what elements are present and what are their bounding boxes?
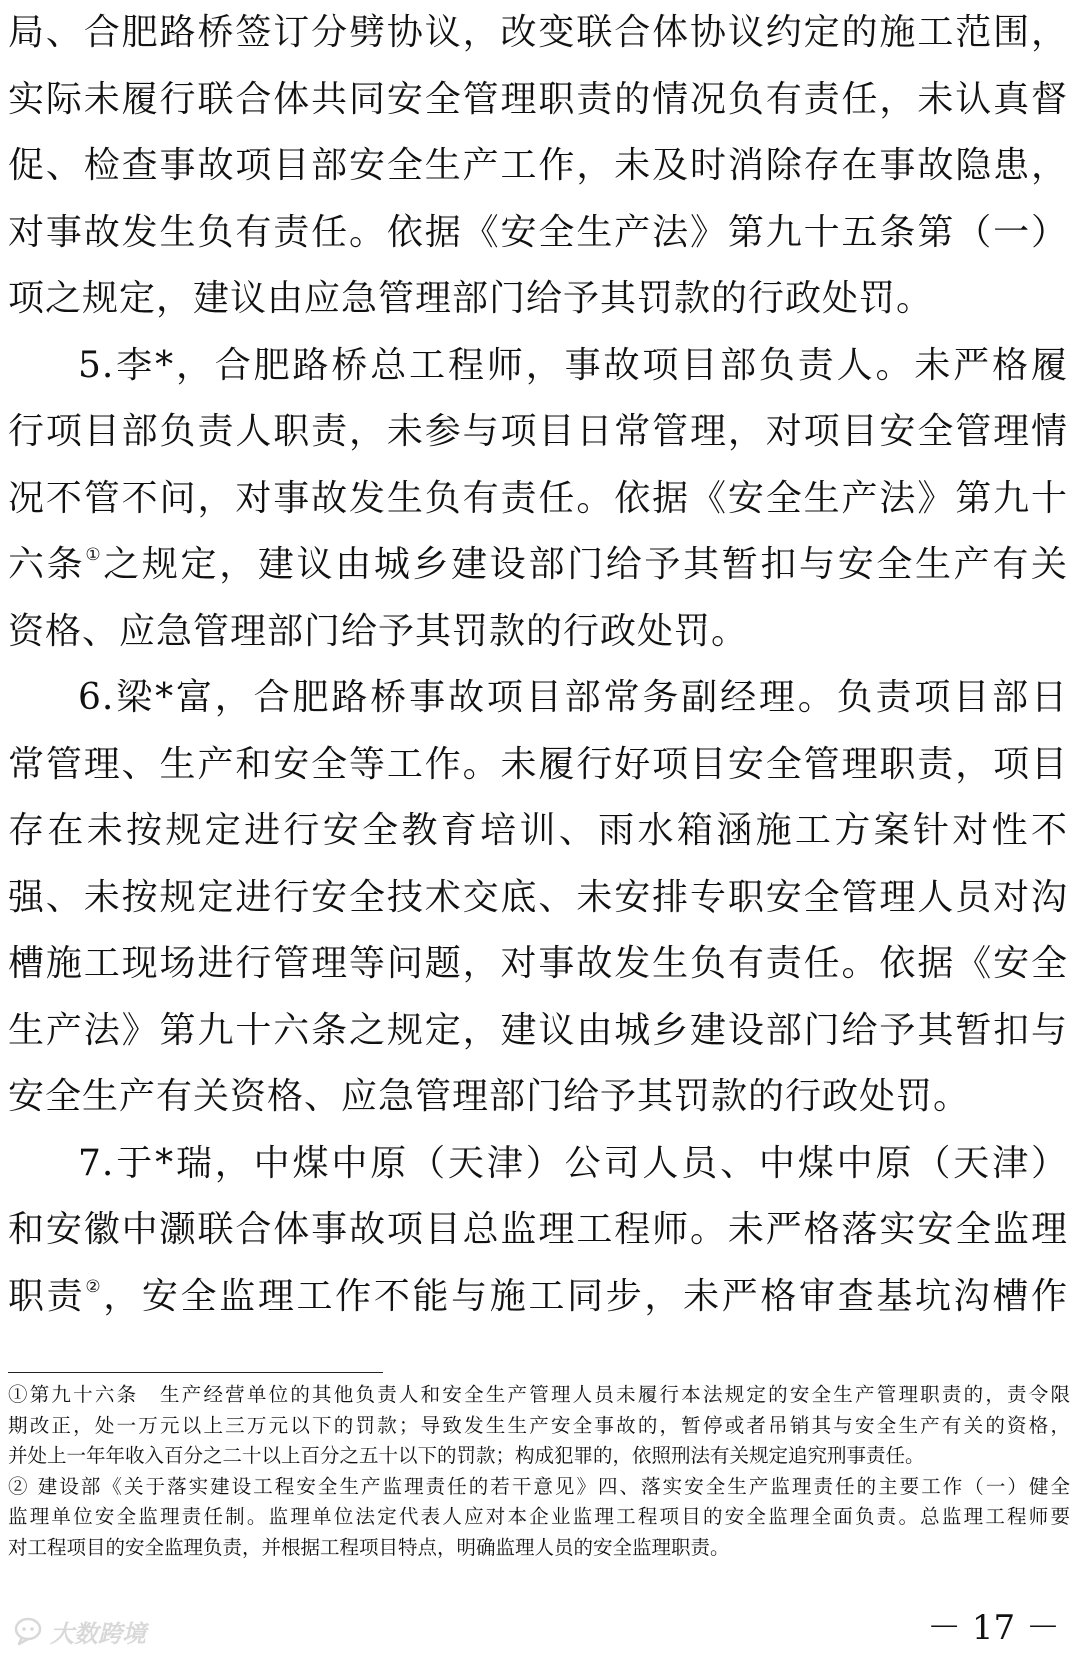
body-line: 资格、应急管理部门给予其罚款的行政处罚。 [8, 610, 749, 652]
line-text: 职责 [8, 1275, 86, 1317]
footnotes [8, 1380, 1070, 1563]
body-line: 促、检查事故项目部安全生产工作，未及时消除存在事故隐患， [8, 145, 1068, 186]
body-line-item-5: 5.李*，合肥路桥总工程师，事故项目部负责人。未严格履 [78, 344, 1068, 386]
body-line: 实际未履行联合体共同安全管理职责的情况负有责任，未认真督 [8, 78, 1068, 120]
body-line: 存在未按规定进行安全教育培训、雨水箱涵施工方案针对性不 [8, 810, 1068, 851]
body-line: 对事故发生负有责任。依据《安全生产法》第九十五条第（一） [8, 211, 1068, 253]
body-line [8, 532, 1068, 599]
footnote-line: 并处上一年年收入百分之二十以上百分之五十以下的罚款；构成犯罪的，依照刑法有关规定追究刑事责任。 [8, 1444, 925, 1467]
body-line: 安全生产有关资格、应急管理部门给予其罚款的行政处罚。 [8, 1076, 971, 1117]
body-text [8, 0, 1068, 1330]
line-text: ，安全监理工作不能与施工同步，未严格审查基坑沟槽作 [103, 1275, 1068, 1317]
footnote-divider [8, 1372, 383, 1373]
watermark-text: 大数跨境 [50, 1619, 146, 1648]
line-text: 之规定，建议由城乡建设部门给予其暂扣与安全生产有关 [103, 544, 1068, 585]
footnote-ref-2: ② [85, 1276, 104, 1297]
body-line: 槽施工现场进行管理等问题，对事故发生负有责任。依据《安全 [8, 943, 1068, 984]
body-line: 强、未按规定进行安全技术交底、未安排专职安全管理人员对沟 [8, 876, 1068, 918]
body-line: 生产法》第九十六条之规定，建议由城乡建设部门给予其暂扣与 [8, 1009, 1068, 1051]
body-line: 局、合肥路桥签订分劈协议，改变联合体协议约定的施工范围， [8, 12, 1068, 53]
footnote-ref-1: ① [85, 545, 104, 565]
body-line: 常管理、生产和安全等工作。未履行好项目安全管理职责，项目 [8, 743, 1068, 785]
chat-bubble-icon [14, 1616, 44, 1646]
footnote-line: 期改正，处一万元以上三万元以下的罚款；导致发生生产安全事故的，暂停或者吊销其与安全生产有关的资格， [8, 1413, 1070, 1437]
body-line: 和安徽中灏联合体事故项目总监理工程师。未严格落实安全监理 [8, 1209, 1068, 1250]
body-line-item-6: 6.梁*富，合肥路桥事故项目部常务副经理。负责项目部日 [78, 677, 1068, 718]
body-line-item-7: 7.于*瑞，中煤中原（天津）公司人员、中煤中原（天津） [78, 1142, 1068, 1184]
watermark [14, 1614, 146, 1648]
page-number: － 17 － [927, 1608, 1060, 1648]
body-line: 况不管不问，对事故发生负有责任。依据《安全生产法》第九十 [8, 477, 1068, 519]
body-line: 项之规定，建议由应急管理部门给予其罚款的行政处罚。 [8, 278, 934, 319]
footnote-line: 对工程项目的安全监理负责，并根据工程项目特点，明确监理人员的安全监理职责。 [8, 1535, 730, 1559]
body-line [8, 1264, 1068, 1331]
footnote-line: 监理单位安全监理责任制。监理单位法定代表人应对本企业监理工程项目的安全监理全面负责。总监理工程师要 [8, 1505, 1070, 1528]
footnote-line: ①第九十六条 生产经营单位的其他负责人和安全生产管理人员未履行本法规定的安全生产管理职责的，责令限 [8, 1383, 1070, 1406]
line-text: 六条 [8, 544, 86, 585]
body-line: 行项目部负责人职责，未参与项目日常管理，对项目安全管理情 [8, 411, 1068, 452]
footnote-line: ② 建设部《关于落实建设工程安全生产监理责任的若干意见》四、落实安全生产监理责任的主要工作（一）健全 [8, 1474, 1070, 1498]
